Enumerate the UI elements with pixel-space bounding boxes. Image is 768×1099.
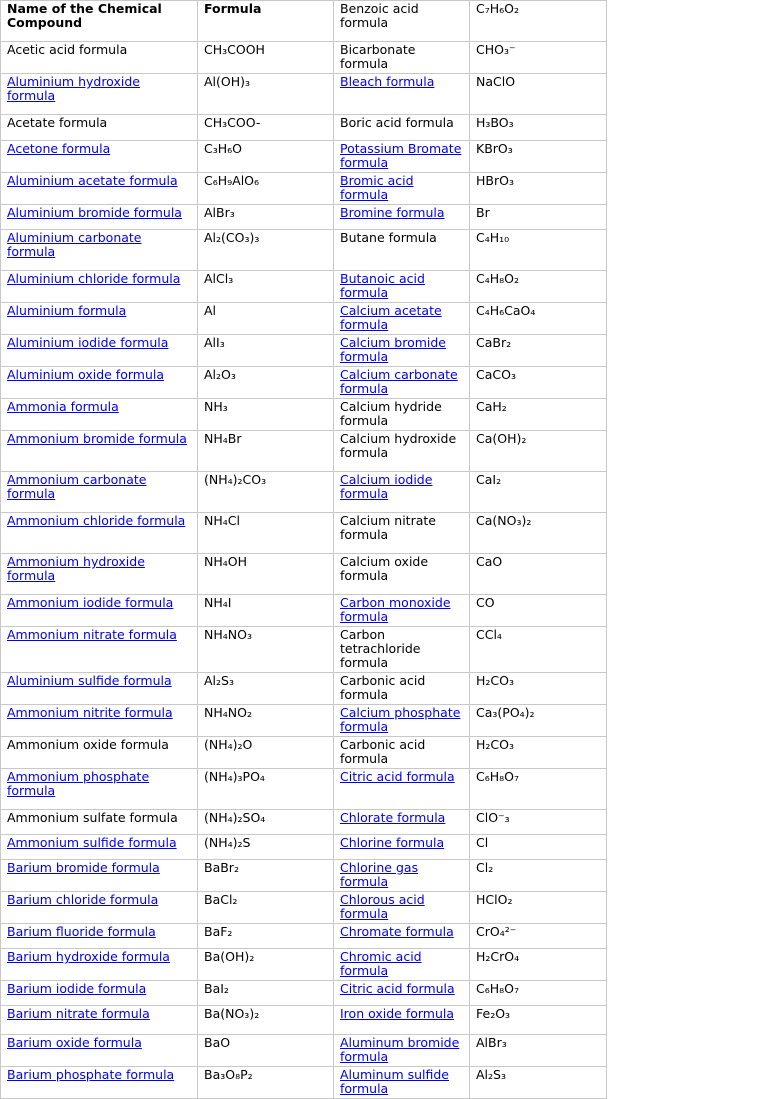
cell-text: HBrO₃ bbox=[476, 173, 514, 188]
compound-name-cell-2 bbox=[334, 1035, 470, 1067]
formula-cell-2 bbox=[470, 627, 607, 673]
compound-link[interactable]: Ammonium carbonate formula bbox=[7, 472, 147, 501]
table-row bbox=[1, 115, 607, 141]
formula-cell bbox=[198, 271, 334, 303]
formula-cell bbox=[198, 1035, 334, 1067]
formula-cell-2 bbox=[470, 892, 607, 924]
compound-name-cell bbox=[1, 924, 198, 949]
compound-name-cell bbox=[1, 472, 198, 513]
compound-link[interactable]: Calcium acetate formula bbox=[340, 303, 442, 332]
formula-cell bbox=[198, 230, 334, 271]
compound-name-cell bbox=[1, 705, 198, 737]
cell-text: Cl bbox=[476, 835, 489, 850]
formula-cell-2 bbox=[470, 981, 607, 1006]
formula-cell bbox=[198, 924, 334, 949]
compound-name-cell bbox=[1, 835, 198, 860]
formula-cell bbox=[198, 42, 334, 74]
cell-text: CH₃COO- bbox=[204, 115, 261, 130]
cell-text: Carbonic acid formula bbox=[340, 737, 426, 766]
cell-text: Calcium hydroxide formula bbox=[340, 431, 457, 460]
cell-text: Fe₂O₃ bbox=[476, 1006, 511, 1021]
formula-cell-2 bbox=[470, 1006, 607, 1035]
table-row bbox=[1, 949, 607, 981]
compound-link[interactable]: Barium oxide formula bbox=[7, 1035, 142, 1050]
table-row bbox=[1, 399, 607, 431]
formula-cell-2 bbox=[470, 769, 607, 810]
formula-cell-2 bbox=[470, 673, 607, 705]
compound-name-cell bbox=[1, 1035, 198, 1067]
cell-text: C₆H₈O₇ bbox=[476, 769, 519, 784]
formula-cell bbox=[198, 949, 334, 981]
formula-cell bbox=[198, 431, 334, 472]
compound-link[interactable]: Aluminium acetate formula bbox=[7, 173, 178, 188]
compound-name-cell-2 bbox=[334, 335, 470, 367]
compound-name-cell bbox=[1, 115, 198, 141]
compound-name-cell-2 bbox=[334, 367, 470, 399]
formula-cell-2 bbox=[470, 835, 607, 860]
table-row bbox=[1, 860, 607, 892]
compound-link[interactable]: Ammonium nitrate formula bbox=[7, 627, 177, 642]
table-row bbox=[1, 627, 607, 673]
table-row bbox=[1, 1067, 607, 1099]
cell-text: H₃BO₃ bbox=[476, 115, 514, 130]
cell-text: Acetic acid formula bbox=[7, 42, 128, 57]
formula-cell bbox=[198, 1006, 334, 1035]
table-row bbox=[1, 810, 607, 835]
compound-name-cell-2 bbox=[334, 860, 470, 892]
header-name: Name of the Chemical Compound bbox=[1, 1, 198, 42]
formula-cell-2 bbox=[470, 271, 607, 303]
compound-name-cell bbox=[1, 205, 198, 230]
cell-text: Ca₃(PO₄)₂ bbox=[476, 705, 535, 720]
cell-text: BaO bbox=[204, 1035, 231, 1050]
compound-link[interactable]: Aluminium hydroxide formula bbox=[7, 74, 140, 103]
cell-text: CrO₄²⁻ bbox=[476, 924, 517, 939]
cell-text: Bicarbonate formula bbox=[340, 42, 416, 71]
cell-text: Calcium hydride formula bbox=[340, 399, 442, 428]
table-row bbox=[1, 981, 607, 1006]
table-row bbox=[1, 42, 607, 74]
compound-name-cell bbox=[1, 595, 198, 627]
cell-text: Al(OH)₃ bbox=[204, 74, 251, 89]
compound-link[interactable]: Chlorine formula bbox=[340, 835, 445, 850]
cell-text: Butane formula bbox=[340, 230, 437, 245]
table-row bbox=[1, 513, 607, 554]
cell-text: CH₃COOH bbox=[204, 42, 265, 57]
table-row bbox=[1, 554, 607, 595]
formula-cell-2 bbox=[470, 595, 607, 627]
compound-name-cell bbox=[1, 737, 198, 769]
formula-cell-2 bbox=[470, 554, 607, 595]
compound-link[interactable]: Calcium iodide formula bbox=[340, 472, 433, 501]
compound-link[interactable]: Aluminium oxide formula bbox=[7, 367, 164, 382]
compound-name-cell-2 bbox=[334, 173, 470, 205]
table-row bbox=[1, 335, 607, 367]
cell-text: AlI₃ bbox=[204, 335, 225, 350]
cell-text: C₄H₁₀ bbox=[476, 230, 510, 245]
cell-text: (NH₄)₂SO₄ bbox=[204, 810, 266, 825]
compound-name-cell bbox=[1, 769, 198, 810]
cell-text: CaH₂ bbox=[476, 399, 507, 414]
formula-cell-2 bbox=[470, 860, 607, 892]
formula-cell bbox=[198, 810, 334, 835]
compound-link[interactable]: Acetone formula bbox=[7, 141, 111, 156]
formula-cell bbox=[198, 737, 334, 769]
cell-text: CO bbox=[476, 595, 495, 610]
compound-link[interactable]: Ammonia formula bbox=[7, 399, 119, 414]
compound-name-cell bbox=[1, 399, 198, 431]
cell-text: Al bbox=[204, 303, 217, 318]
compound-link[interactable]: Barium fluoride formula bbox=[7, 924, 156, 939]
compound-name-cell-2 bbox=[334, 74, 470, 115]
cell-text: BaF₂ bbox=[204, 924, 233, 939]
compound-name-cell-2 bbox=[334, 431, 470, 472]
compound-link[interactable]: Iron oxide formula bbox=[340, 1006, 455, 1021]
compound-name-cell-2 bbox=[334, 892, 470, 924]
compound-link[interactable]: Ammonium phosphate formula bbox=[7, 769, 150, 798]
compound-link[interactable]: Calcium phosphate formula bbox=[340, 705, 461, 734]
cell-text: Ba(NO₃)₂ bbox=[204, 1006, 260, 1021]
compound-name-cell bbox=[1, 673, 198, 705]
compound-link[interactable]: Aluminium chloride formula bbox=[7, 271, 181, 286]
compound-link[interactable]: Chromate formula bbox=[340, 924, 454, 939]
compound-name-cell-2 bbox=[334, 627, 470, 673]
formula-cell-2 bbox=[470, 1035, 607, 1067]
formula-cell-2 bbox=[470, 705, 607, 737]
formula-cell bbox=[198, 892, 334, 924]
formula-cell bbox=[198, 1067, 334, 1099]
cell-text: CaI₂ bbox=[476, 472, 502, 487]
formula-cell-2 bbox=[470, 1067, 607, 1099]
formula-cell bbox=[198, 367, 334, 399]
cell-text: Cl₂ bbox=[476, 860, 494, 875]
formula-cell bbox=[198, 173, 334, 205]
compound-link[interactable]: Barium nitrate formula bbox=[7, 1006, 150, 1021]
cell-text: CaCO₃ bbox=[476, 367, 516, 382]
cell-text: CCl₄ bbox=[476, 627, 502, 642]
compound-name-cell bbox=[1, 554, 198, 595]
cell-text: Ba₃O₈P₂ bbox=[204, 1067, 253, 1082]
formula-cell-2 bbox=[470, 513, 607, 554]
formula-cell-2 bbox=[470, 74, 607, 115]
table-row bbox=[1, 835, 607, 860]
compound-name-cell bbox=[1, 271, 198, 303]
compound-link[interactable]: Ammonium nitrite formula bbox=[7, 705, 173, 720]
cell-text: AlCl₃ bbox=[204, 271, 234, 286]
table-row bbox=[1, 1035, 607, 1067]
table-row bbox=[1, 705, 607, 737]
cell-text: Ammonium oxide formula bbox=[7, 737, 169, 752]
cell-text: NH₄OH bbox=[204, 554, 247, 569]
table-row bbox=[1, 74, 607, 115]
compound-name-cell bbox=[1, 627, 198, 673]
formula-cell-2 bbox=[470, 949, 607, 981]
header-name-2: Benzoic acid formula bbox=[334, 1, 470, 42]
compound-name-cell-2 bbox=[334, 205, 470, 230]
formula-cell bbox=[198, 981, 334, 1006]
cell-text: H₂CO₃ bbox=[476, 673, 514, 688]
compound-link[interactable]: Citric acid formula bbox=[340, 769, 455, 784]
cell-text: KBrO₃ bbox=[476, 141, 513, 156]
formula-cell bbox=[198, 399, 334, 431]
compound-link[interactable]: Barium bromide formula bbox=[7, 860, 160, 875]
header-formula-2: C₇H₆O₂ bbox=[470, 1, 607, 42]
cell-text: Ammonium sulfate formula bbox=[7, 810, 178, 825]
formula-cell-2 bbox=[470, 924, 607, 949]
formula-cell bbox=[198, 595, 334, 627]
formula-cell-2 bbox=[470, 205, 607, 230]
table-body bbox=[1, 42, 607, 1099]
compound-link[interactable]: Potassium Bromate formula bbox=[340, 141, 462, 170]
cell-text: BaBr₂ bbox=[204, 860, 239, 875]
cell-text: NH₄Cl bbox=[204, 513, 240, 528]
table-row bbox=[1, 1006, 607, 1035]
compound-link[interactable]: Chlorine gas formula bbox=[340, 860, 419, 889]
compound-name-cell bbox=[1, 431, 198, 472]
formula-cell bbox=[198, 141, 334, 173]
compound-name-cell-2 bbox=[334, 810, 470, 835]
cell-text: NH₄I bbox=[204, 595, 232, 610]
cell-text: C₄H₈O₂ bbox=[476, 271, 519, 286]
compound-link[interactable]: Aluminum bromide formula bbox=[340, 1035, 460, 1064]
cell-text: (NH₄)₂S bbox=[204, 835, 251, 850]
compound-name-cell bbox=[1, 949, 198, 981]
formula-cell-2 bbox=[470, 399, 607, 431]
compound-link[interactable]: Chromic acid formula bbox=[340, 949, 422, 978]
compound-name-cell-2 bbox=[334, 835, 470, 860]
formula-cell-2 bbox=[470, 431, 607, 472]
cell-text: H₂CrO₄ bbox=[476, 949, 520, 964]
formula-cell-2 bbox=[470, 810, 607, 835]
cell-text: BaCl₂ bbox=[204, 892, 238, 907]
compound-name-cell-2 bbox=[334, 303, 470, 335]
cell-text: Calcium oxide formula bbox=[340, 554, 429, 583]
formula-cell bbox=[198, 303, 334, 335]
formula-cell bbox=[198, 115, 334, 141]
cell-text: H₂CO₃ bbox=[476, 737, 514, 752]
compound-name-cell bbox=[1, 810, 198, 835]
cell-text: Br bbox=[476, 205, 490, 220]
compound-link[interactable]: Ammonium bromide formula bbox=[7, 431, 187, 446]
formula-cell bbox=[198, 673, 334, 705]
table-row bbox=[1, 431, 607, 472]
compound-link[interactable]: Aluminium carbonate formula bbox=[7, 230, 142, 259]
cell-text: NH₄Br bbox=[204, 431, 242, 446]
formula-cell-2 bbox=[470, 367, 607, 399]
compound-link[interactable]: Ammonium iodide formula bbox=[7, 595, 174, 610]
formula-cell bbox=[198, 513, 334, 554]
compound-name-cell-2 bbox=[334, 42, 470, 74]
cell-text: NH₃ bbox=[204, 399, 228, 414]
compound-link[interactable]: Ammonium sulfide formula bbox=[7, 835, 177, 850]
cell-text: C₄H₆CaO₄ bbox=[476, 303, 536, 318]
compound-name-cell-2 bbox=[334, 115, 470, 141]
cell-text: BaI₂ bbox=[204, 981, 229, 996]
compound-link[interactable]: Calcium bromide formula bbox=[340, 335, 446, 364]
cell-text: (NH₄)₂CO₃ bbox=[204, 472, 267, 487]
cell-text: (NH₄)₃PO₄ bbox=[204, 769, 265, 784]
cell-text: NH₄NO₂ bbox=[204, 705, 252, 720]
formula-cell-2 bbox=[470, 230, 607, 271]
compound-link[interactable]: Barium phosphate formula bbox=[7, 1067, 175, 1082]
compound-name-cell-2 bbox=[334, 472, 470, 513]
formula-cell bbox=[198, 74, 334, 115]
compound-name-cell-2 bbox=[334, 737, 470, 769]
compound-link[interactable]: Aluminium iodide formula bbox=[7, 335, 169, 350]
compound-link[interactable]: Bromic acid formula bbox=[340, 173, 414, 202]
cell-text: AlBr₃ bbox=[204, 205, 235, 220]
cell-text: HClO₂ bbox=[476, 892, 513, 907]
compound-link[interactable]: Barium hydroxide formula bbox=[7, 949, 170, 964]
cell-text: ClO⁻₃ bbox=[476, 810, 510, 825]
cell-text: NaClO bbox=[476, 74, 516, 89]
compound-name-cell-2 bbox=[334, 399, 470, 431]
compound-name-cell bbox=[1, 367, 198, 399]
table-row bbox=[1, 595, 607, 627]
table-row bbox=[1, 141, 607, 173]
compound-link[interactable]: Barium iodide formula bbox=[7, 981, 147, 996]
cell-text: Ba(OH)₂ bbox=[204, 949, 255, 964]
compound-link[interactable]: Chlorous acid formula bbox=[340, 892, 425, 921]
cell-text: CaO bbox=[476, 554, 503, 569]
compound-name-cell-2 bbox=[334, 554, 470, 595]
compound-name-cell-2 bbox=[334, 705, 470, 737]
formula-cell-2 bbox=[470, 141, 607, 173]
cell-text: Al₂(CO₃)₃ bbox=[204, 230, 260, 245]
cell-text: C₆H₈O₇ bbox=[476, 981, 519, 996]
compound-name-cell bbox=[1, 303, 198, 335]
table-row bbox=[1, 173, 607, 205]
table-row bbox=[1, 892, 607, 924]
table-row bbox=[1, 924, 607, 949]
table-row bbox=[1, 303, 607, 335]
cell-text: Ca(OH)₂ bbox=[476, 431, 527, 446]
cell-text: Ca(NO₃)₂ bbox=[476, 513, 532, 528]
table-row bbox=[1, 673, 607, 705]
formula-cell bbox=[198, 205, 334, 230]
cell-text: Boric acid formula bbox=[340, 115, 454, 130]
formula-cell bbox=[198, 705, 334, 737]
compound-link[interactable]: Aluminum sulfide formula bbox=[340, 1067, 449, 1096]
table-header-row bbox=[1, 1, 607, 42]
compound-name-cell-2 bbox=[334, 769, 470, 810]
compound-link[interactable]: Ammonium chloride formula bbox=[7, 513, 186, 528]
formula-cell-2 bbox=[470, 737, 607, 769]
cell-text: Carbonic acid formula bbox=[340, 673, 426, 702]
compound-link[interactable]: Citric acid formula bbox=[340, 981, 455, 996]
formula-cell-2 bbox=[470, 303, 607, 335]
compound-name-cell-2 bbox=[334, 230, 470, 271]
compound-name-cell bbox=[1, 42, 198, 74]
formula-cell bbox=[198, 335, 334, 367]
compound-link[interactable]: Ammonium hydroxide formula bbox=[7, 554, 145, 583]
formula-cell bbox=[198, 769, 334, 810]
compound-link[interactable]: Aluminium bromide formula bbox=[7, 205, 182, 220]
cell-text: Al₂O₃ bbox=[204, 367, 236, 382]
compound-name-cell bbox=[1, 335, 198, 367]
formula-cell-2 bbox=[470, 472, 607, 513]
table-row bbox=[1, 230, 607, 271]
compound-link[interactable]: Butanoic acid formula bbox=[340, 271, 425, 300]
cell-text: C₃H₆O bbox=[204, 141, 242, 156]
compound-name-cell bbox=[1, 1067, 198, 1099]
cell-text: CHO₃⁻ bbox=[476, 42, 516, 57]
compound-name-cell bbox=[1, 981, 198, 1006]
compound-link[interactable]: Aluminium formula bbox=[7, 303, 127, 318]
compound-name-cell bbox=[1, 860, 198, 892]
compound-name-cell-2 bbox=[334, 924, 470, 949]
cell-text: NH₄NO₃ bbox=[204, 627, 252, 642]
compound-name-cell-2 bbox=[334, 1006, 470, 1035]
formula-cell-2 bbox=[470, 335, 607, 367]
compound-name-cell-2 bbox=[334, 271, 470, 303]
compound-link[interactable]: Carbon monoxide formula bbox=[340, 595, 451, 624]
compound-name-cell-2 bbox=[334, 673, 470, 705]
header-formula: Formula bbox=[198, 1, 334, 42]
formula-cell bbox=[198, 860, 334, 892]
table-row bbox=[1, 205, 607, 230]
compound-name-cell bbox=[1, 230, 198, 271]
formula-cell bbox=[198, 554, 334, 595]
compound-name-cell-2 bbox=[334, 595, 470, 627]
formula-cell bbox=[198, 472, 334, 513]
cell-text: Carbon tetrachloride formula bbox=[340, 627, 421, 670]
compound-link[interactable]: Calcium carbonate formula bbox=[340, 367, 458, 396]
formula-cell-2 bbox=[470, 115, 607, 141]
cell-text: Acetate formula bbox=[7, 115, 108, 130]
formula-cell bbox=[198, 627, 334, 673]
compound-name-cell-2 bbox=[334, 513, 470, 554]
cell-text: Calcium nitrate formula bbox=[340, 513, 436, 542]
compound-name-cell-2 bbox=[334, 1067, 470, 1099]
cell-text: Al₂S₃ bbox=[204, 673, 234, 688]
compound-name-cell bbox=[1, 513, 198, 554]
table-row bbox=[1, 737, 607, 769]
table-row bbox=[1, 367, 607, 399]
cell-text: C₆H₉AlO₆ bbox=[204, 173, 260, 188]
compound-name-cell-2 bbox=[334, 981, 470, 1006]
compound-name-cell bbox=[1, 141, 198, 173]
compound-link[interactable]: Chlorate formula bbox=[340, 810, 446, 825]
compound-name-cell bbox=[1, 173, 198, 205]
formula-cell-2 bbox=[470, 173, 607, 205]
cell-text: (NH₄)₂O bbox=[204, 737, 253, 752]
cell-text: Al₂S₃ bbox=[476, 1067, 506, 1082]
cell-text: AlBr₃ bbox=[476, 1035, 507, 1050]
table-row bbox=[1, 769, 607, 810]
compound-name-cell bbox=[1, 1006, 198, 1035]
compound-link[interactable]: Bromine formula bbox=[340, 205, 445, 220]
table-row bbox=[1, 472, 607, 513]
table-row bbox=[1, 271, 607, 303]
compound-name-cell bbox=[1, 74, 198, 115]
compound-name-cell-2 bbox=[334, 949, 470, 981]
compound-link[interactable]: Bleach formula bbox=[340, 74, 435, 89]
compound-link[interactable]: Barium chloride formula bbox=[7, 892, 159, 907]
formula-cell-2 bbox=[470, 42, 607, 74]
compound-name-cell-2 bbox=[334, 141, 470, 173]
compound-name-cell bbox=[1, 892, 198, 924]
compound-link[interactable]: Aluminium sulfide formula bbox=[7, 673, 172, 688]
cell-text: CaBr₂ bbox=[476, 335, 512, 350]
formula-cell bbox=[198, 835, 334, 860]
